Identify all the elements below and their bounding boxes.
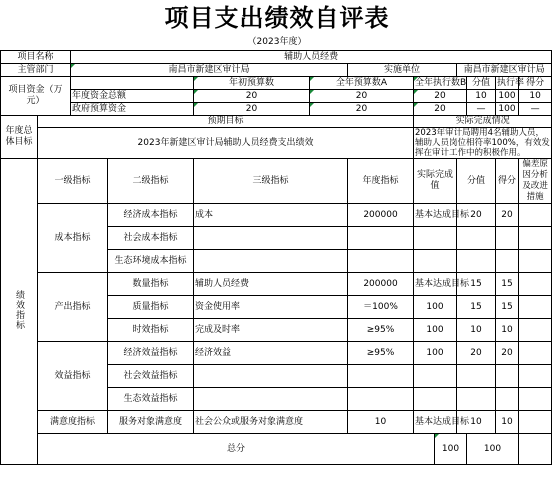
score-cell	[457, 365, 496, 388]
actual-cell: 100	[414, 319, 457, 342]
hdr-score: 分值	[457, 159, 496, 204]
fund-points: 10	[519, 90, 552, 103]
level3-cell	[194, 250, 348, 273]
actual-cell	[414, 227, 457, 250]
actual-cell	[414, 388, 457, 411]
total-points: 100	[467, 434, 519, 465]
score-cell	[457, 388, 496, 411]
goals-label: 年度总体目标	[1, 116, 38, 159]
evaluation-table	[0, 50, 552, 465]
level3-cell: 完成及时率	[194, 319, 348, 342]
fund-exec: 20	[414, 103, 467, 116]
impl-label: 实施单位	[348, 64, 457, 77]
actual-cell: 基本达成目标	[414, 411, 457, 434]
score-cell: 20	[457, 342, 496, 365]
fund-initial: 20	[194, 103, 310, 116]
level3-cell	[194, 388, 348, 411]
col-exec: 全年执行数B	[415, 77, 467, 88]
deviation-cell	[519, 204, 552, 227]
points-cell	[496, 388, 519, 411]
fund-score: 10	[467, 90, 496, 103]
annual-cell: ≥95%	[348, 319, 414, 342]
points-cell: 15	[496, 296, 519, 319]
annual-cell: 10	[348, 411, 414, 434]
col-budget-full: 全年预算数A	[310, 77, 414, 90]
score-cell	[457, 250, 496, 273]
col-score: 分值	[467, 77, 496, 90]
funds-label: 项目资金（万元）	[1, 77, 71, 116]
level2-cell: 数量指标	[108, 273, 194, 296]
expected-goal-label: 预期目标	[38, 116, 414, 128]
score-cell: 10	[457, 319, 496, 342]
actual-cell: 基本达成目标	[414, 204, 457, 227]
project-name-value: 辅助人员经费	[71, 51, 552, 64]
points-cell: 15	[496, 273, 519, 296]
deviation-cell	[519, 319, 552, 342]
fund-rate: 100	[496, 103, 519, 116]
score-cell: 10	[457, 411, 496, 434]
score-cell: 15	[457, 273, 496, 296]
total-blank	[519, 434, 552, 465]
annual-cell: ≥95%	[348, 342, 414, 365]
level2-cell: 服务对象满意度	[108, 411, 194, 434]
annual-cell: 200000	[348, 273, 414, 296]
annual-cell: 200000	[348, 204, 414, 227]
annual-cell	[348, 388, 414, 411]
level3-cell: 辅助人员经费	[194, 273, 348, 296]
level3-cell	[194, 365, 348, 388]
level2-cell: 经济效益指标	[108, 342, 194, 365]
expected-goal-text: 2023年新建区审计局辅助人员经费支出绩效	[38, 128, 414, 159]
deviation-cell	[519, 365, 552, 388]
actual-cell: 100	[414, 296, 457, 319]
col-budget-initial: 年初预算数	[194, 77, 310, 90]
deviation-cell	[519, 296, 552, 319]
level2-cell: 社会效益指标	[108, 365, 194, 388]
deviation-cell	[519, 388, 552, 411]
fund-score: —	[467, 103, 496, 116]
indicators-section-label	[1, 159, 38, 465]
level2-cell: 社会成本指标	[108, 227, 194, 250]
hdr-actual: 实际完成值	[414, 159, 457, 204]
hdr-points: 得分	[496, 159, 519, 204]
page-subtitle: （2023年度）	[247, 37, 307, 47]
deviation-cell	[519, 250, 552, 273]
points-cell	[496, 250, 519, 273]
score-cell: 15	[457, 296, 496, 319]
indicators-section-text: 绩效指标	[14, 289, 24, 330]
actual-cell: 基本达成目标	[414, 273, 457, 296]
deviation-cell	[519, 411, 552, 434]
annual-cell	[348, 250, 414, 273]
level2-cell: 生态环境成本指标	[108, 250, 194, 273]
level2-cell: 生态效益指标	[108, 388, 194, 411]
annual-cell	[348, 365, 414, 388]
fund-row-name: 政府预算资金	[71, 103, 194, 116]
level3-cell: 成本	[194, 204, 348, 227]
project-name-label: 项目名称	[1, 51, 71, 64]
hdr-deviation: 偏差原因分析及改进措施	[519, 159, 552, 204]
actual-cell	[414, 250, 457, 273]
deviation-cell	[519, 342, 552, 365]
score-cell: 20	[457, 204, 496, 227]
dept-label: 主管部门	[1, 64, 71, 77]
impl-value: 南昌市新建区审计局	[457, 64, 552, 77]
points-cell	[496, 227, 519, 250]
total-score: 100	[435, 434, 467, 465]
level1-output: 产出指标	[38, 273, 108, 342]
level3-cell	[194, 227, 348, 250]
deviation-cell	[519, 273, 552, 296]
annual-cell	[348, 227, 414, 250]
funds-blank	[71, 77, 194, 90]
level2-cell: 质量指标	[108, 296, 194, 319]
level1-satisfaction: 满意度指标	[38, 411, 108, 434]
points-cell: 20	[496, 204, 519, 227]
level2-cell: 时效指标	[108, 319, 194, 342]
hdr-level2: 二级指标	[108, 159, 194, 204]
level3-cell: 经济效益	[194, 342, 348, 365]
actual-goal-label: 实际完成情况	[414, 116, 552, 128]
dept-value: 南昌市新建区审计局	[71, 64, 348, 77]
level1-benefit: 效益指标	[38, 342, 108, 411]
total-label: 总分	[38, 434, 435, 465]
annual-cell: ＝100%	[348, 296, 414, 319]
actual-cell	[414, 365, 457, 388]
points-cell	[496, 365, 519, 388]
score-cell	[457, 227, 496, 250]
hdr-level3: 三级指标	[194, 159, 348, 204]
fund-exec: 20	[414, 90, 467, 103]
fund-full: 20	[310, 90, 414, 103]
actual-goal-text: 2023年审计局聘用4名辅助人员，辅助人员岗位相符率100%，有效发挥在审计工作中的积极作用。	[415, 128, 550, 158]
level1-cost: 成本指标	[38, 204, 108, 273]
col-points: 得分	[519, 77, 552, 90]
level2-cell: 经济成本指标	[108, 204, 194, 227]
points-cell: 10	[496, 411, 519, 434]
level3-cell: 社会公众或服务对象满意度	[194, 411, 348, 434]
points-cell: 20	[496, 342, 519, 365]
hdr-level1: 一级指标	[38, 159, 108, 204]
level3-cell: 资金使用率	[194, 296, 348, 319]
fund-full: 20	[310, 103, 414, 116]
page-title: 项目支出绩效自评表	[164, 3, 390, 32]
deviation-cell	[519, 227, 552, 250]
fund-rate: 100	[496, 90, 519, 103]
points-cell: 10	[496, 319, 519, 342]
hdr-annual: 年度指标	[348, 159, 414, 204]
fund-row-name: 年度资金总额	[71, 90, 194, 103]
fund-points: —	[519, 103, 552, 116]
actual-cell: 100	[414, 342, 457, 365]
fund-initial: 20	[194, 90, 310, 103]
col-rate: 执行率	[497, 77, 525, 88]
